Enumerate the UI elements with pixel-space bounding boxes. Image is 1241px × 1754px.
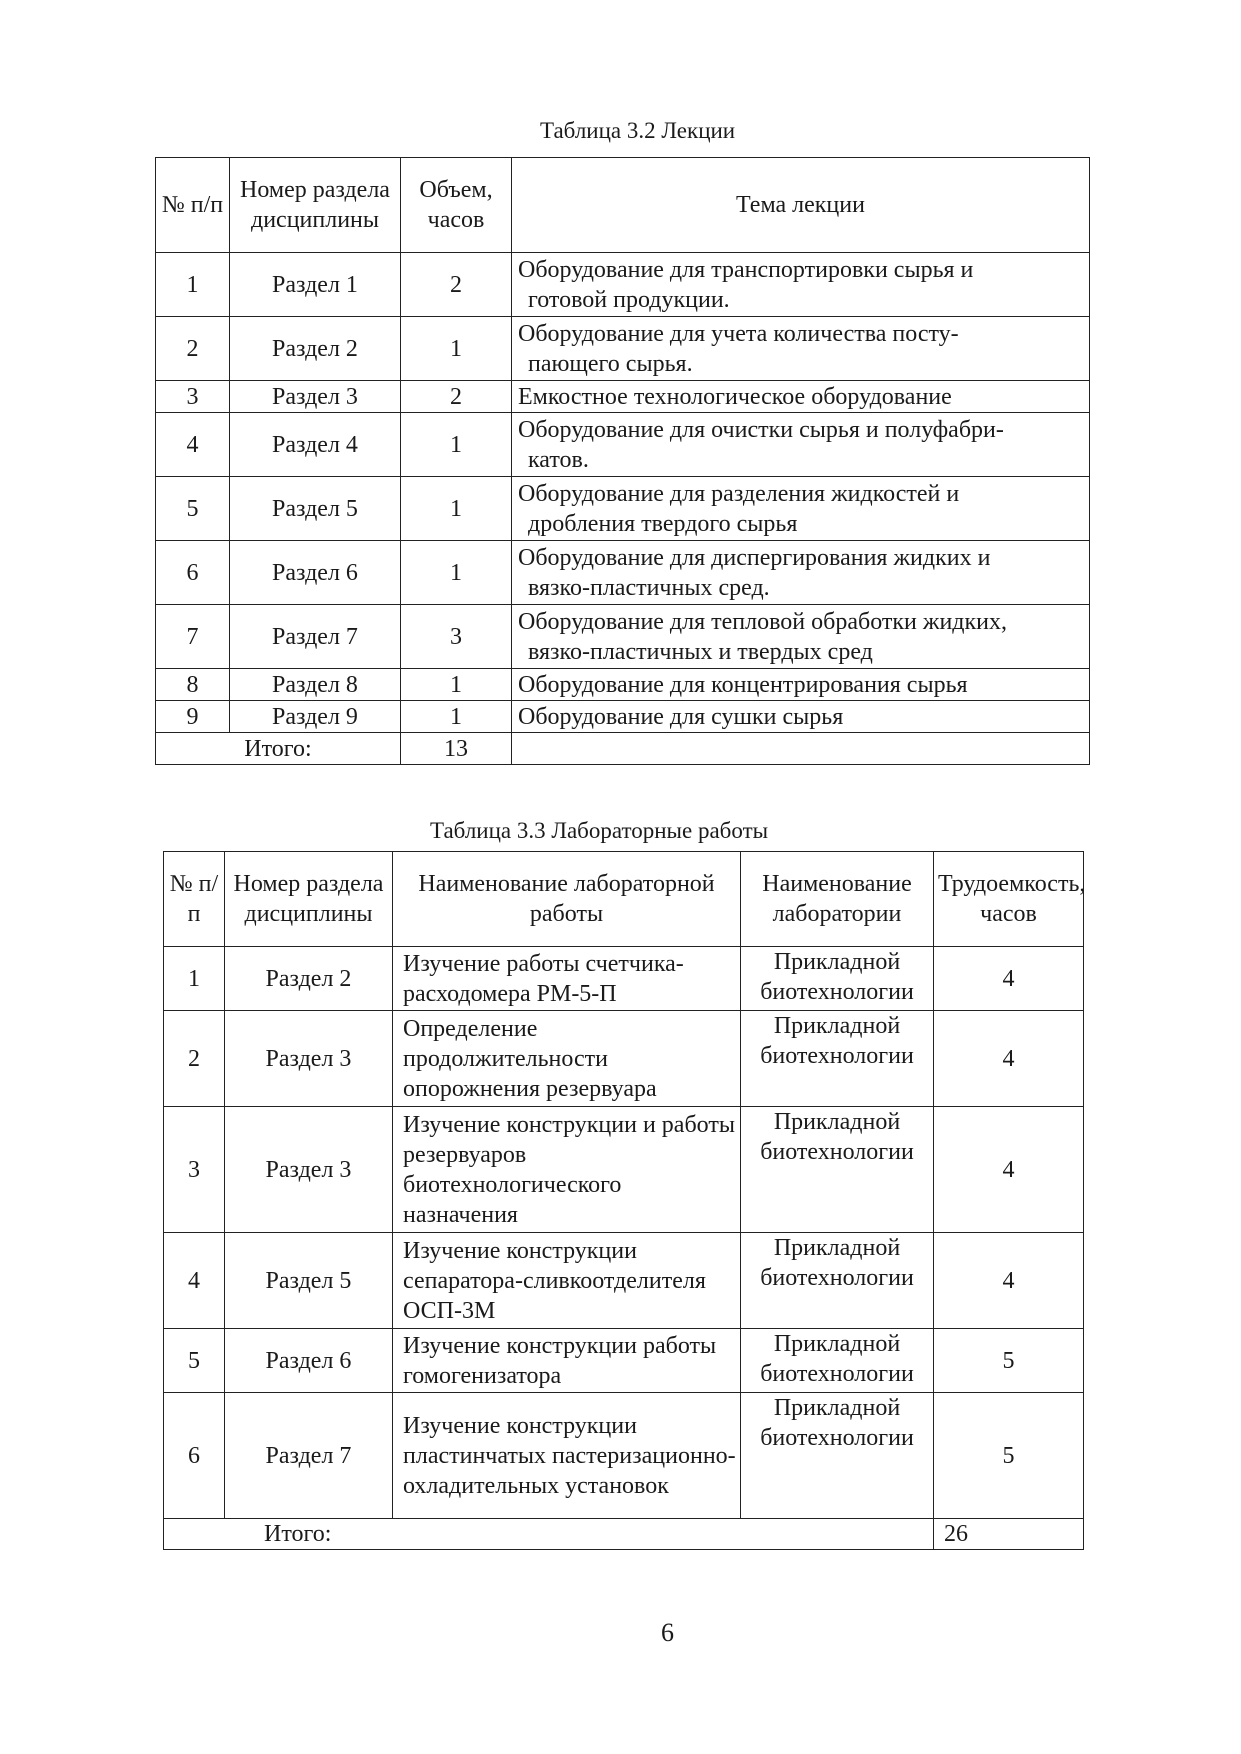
table-row bbox=[156, 669, 1090, 701]
row-hours: 2 bbox=[401, 253, 512, 317]
row-labor-hours: 4 bbox=[934, 1233, 1084, 1329]
row-section: Раздел 4 bbox=[230, 413, 401, 477]
row-topic bbox=[512, 477, 1090, 541]
header-number: № п/п bbox=[156, 158, 230, 253]
row-number: 6 bbox=[164, 1393, 225, 1519]
table-row bbox=[164, 1393, 1084, 1519]
table-row bbox=[156, 541, 1090, 605]
topic-line-2: дробления твердого сырья bbox=[528, 510, 798, 537]
header-section: Номер раздела дисциплины bbox=[230, 158, 401, 253]
row-lab-work: Изучение конструкции пластинчатых пастеризационно-охладительных установок bbox=[393, 1393, 741, 1519]
row-section: Раздел 6 bbox=[230, 541, 401, 605]
topic-line-1: Оборудование для диспергирования жидких и bbox=[518, 544, 991, 571]
row-topic: Емкостное технологическое оборудование bbox=[512, 381, 1090, 413]
topic-line-1: Оборудование для учета количества посту- bbox=[518, 320, 959, 347]
row-hours: 1 bbox=[401, 317, 512, 381]
row-laboratory: Прикладной биотехнологии bbox=[741, 1233, 934, 1329]
total-empty-cell bbox=[512, 733, 1090, 765]
row-section: Раздел 3 bbox=[225, 1107, 393, 1233]
row-number: 7 bbox=[156, 605, 230, 669]
total-row bbox=[156, 733, 1090, 765]
row-hours: 1 bbox=[401, 701, 512, 733]
page-number: 6 bbox=[661, 1618, 674, 1647]
row-section: Раздел 6 bbox=[225, 1329, 393, 1393]
topic-line-2: катов. bbox=[528, 446, 589, 473]
row-number: 4 bbox=[164, 1233, 225, 1329]
table-row bbox=[164, 1107, 1084, 1233]
header-section: Номер раздела дисциплины bbox=[225, 852, 393, 947]
row-lab-work: Определение продолжительности опорожнения резервуара bbox=[393, 1011, 741, 1107]
row-laboratory: Прикладной биотехнологии bbox=[741, 1393, 934, 1519]
row-section: Раздел 3 bbox=[230, 381, 401, 413]
row-hours: 1 bbox=[401, 477, 512, 541]
labs-table bbox=[163, 851, 1084, 1550]
row-hours: 1 bbox=[401, 541, 512, 605]
table-row bbox=[156, 253, 1090, 317]
row-topic bbox=[512, 413, 1090, 477]
row-section: Раздел 8 bbox=[230, 669, 401, 701]
topic-line-2: пающего сырья. bbox=[528, 350, 693, 377]
row-section: Раздел 5 bbox=[225, 1233, 393, 1329]
row-labor-hours: 4 bbox=[934, 1011, 1084, 1107]
topic-line-1: Оборудование для транспортировки сырья и bbox=[518, 256, 974, 283]
header-lab-work: Наименование лабораторной работы bbox=[393, 852, 741, 947]
row-section: Раздел 1 bbox=[230, 253, 401, 317]
row-section: Раздел 2 bbox=[225, 947, 393, 1011]
row-hours: 2 bbox=[401, 381, 512, 413]
table-header-row bbox=[156, 158, 1090, 253]
row-laboratory: Прикладной биотехнологии bbox=[741, 1107, 934, 1233]
row-laboratory: Прикладной биотехнологии bbox=[741, 947, 934, 1011]
row-hours: 3 bbox=[401, 605, 512, 669]
row-labor-hours: 4 bbox=[934, 947, 1084, 1011]
topic-line-1: Оборудование для тепловой обработки жидких, bbox=[518, 608, 1008, 635]
row-number: 5 bbox=[164, 1329, 225, 1393]
lectures-table bbox=[155, 157, 1090, 765]
table-3-3-caption: Таблица 3.3 Лабораторные работы bbox=[430, 818, 769, 843]
row-topic: Оборудование для концентрирования сырья bbox=[512, 669, 1090, 701]
row-laboratory: Прикладной биотехнологии bbox=[741, 1329, 934, 1393]
topic-line-2: готовой продукции. bbox=[528, 286, 730, 313]
row-section: Раздел 7 bbox=[230, 605, 401, 669]
row-topic bbox=[512, 605, 1090, 669]
row-lab-work: Изучение конструкции работы гомогенизатора bbox=[393, 1329, 741, 1393]
row-number: 5 bbox=[156, 477, 230, 541]
topic-line-1: Оборудование для разделения жидкостей и bbox=[518, 480, 960, 507]
table-row bbox=[164, 1011, 1084, 1107]
row-section: Раздел 2 bbox=[230, 317, 401, 381]
topic-line-2: вязко-пластичных сред. bbox=[528, 574, 770, 601]
table-header-row bbox=[164, 852, 1084, 947]
table-row bbox=[164, 1329, 1084, 1393]
total-row bbox=[164, 1519, 1084, 1550]
header-number: № п/п bbox=[164, 852, 225, 947]
total-value: 26 bbox=[934, 1519, 1084, 1550]
row-labor-hours: 5 bbox=[934, 1329, 1084, 1393]
table-row bbox=[156, 477, 1090, 541]
row-number: 2 bbox=[156, 317, 230, 381]
row-lab-work: Изучение работы счетчика-расходомера РМ-5-П bbox=[393, 947, 741, 1011]
row-number: 2 bbox=[164, 1011, 225, 1107]
row-section: Раздел 7 bbox=[225, 1393, 393, 1519]
row-lab-work: Изучение конструкции сепаратора-сливкоотделителя ОСП-3М bbox=[393, 1233, 741, 1329]
row-lab-work: Изучение конструкции и работы резервуаров биотехнологического назначения bbox=[393, 1107, 741, 1233]
row-number: 3 bbox=[156, 381, 230, 413]
row-topic: Оборудование для сушки сырья bbox=[512, 701, 1090, 733]
row-labor-hours: 5 bbox=[934, 1393, 1084, 1519]
total-label: Итого: bbox=[156, 733, 401, 765]
row-number: 4 bbox=[156, 413, 230, 477]
header-laboratory: Наименование лаборатории bbox=[741, 852, 934, 947]
table-row bbox=[156, 381, 1090, 413]
row-number: 1 bbox=[164, 947, 225, 1011]
row-number: 1 bbox=[156, 253, 230, 317]
row-topic bbox=[512, 253, 1090, 317]
row-number: 8 bbox=[156, 669, 230, 701]
row-section: Раздел 5 bbox=[230, 477, 401, 541]
row-topic bbox=[512, 317, 1090, 381]
topic-line-2: вязко-пластичных и твердых сред bbox=[528, 638, 873, 665]
row-labor-hours: 4 bbox=[934, 1107, 1084, 1233]
table-row bbox=[156, 317, 1090, 381]
header-hours: Объем, часов bbox=[401, 158, 512, 253]
row-laboratory: Прикладной биотехнологии bbox=[741, 1011, 934, 1107]
header-labor-hours: Трудоемкость, часов bbox=[934, 852, 1084, 947]
row-hours: 1 bbox=[401, 669, 512, 701]
table-row bbox=[156, 701, 1090, 733]
row-number: 9 bbox=[156, 701, 230, 733]
table-3-2-caption: Таблица 3.2 Лекции bbox=[540, 118, 736, 143]
row-number: 3 bbox=[164, 1107, 225, 1233]
table-row bbox=[156, 413, 1090, 477]
row-section: Раздел 3 bbox=[225, 1011, 393, 1107]
total-label: Итого: bbox=[164, 1519, 934, 1550]
topic-line-1: Оборудование для очистки сырья и полуфабри- bbox=[518, 416, 1004, 443]
row-section: Раздел 9 bbox=[230, 701, 401, 733]
table-row bbox=[164, 1233, 1084, 1329]
row-hours: 1 bbox=[401, 413, 512, 477]
table-row bbox=[164, 947, 1084, 1011]
row-number: 6 bbox=[156, 541, 230, 605]
row-topic bbox=[512, 541, 1090, 605]
table-row bbox=[156, 605, 1090, 669]
header-topic: Тема лекции bbox=[512, 158, 1090, 253]
total-value: 13 bbox=[401, 733, 512, 765]
